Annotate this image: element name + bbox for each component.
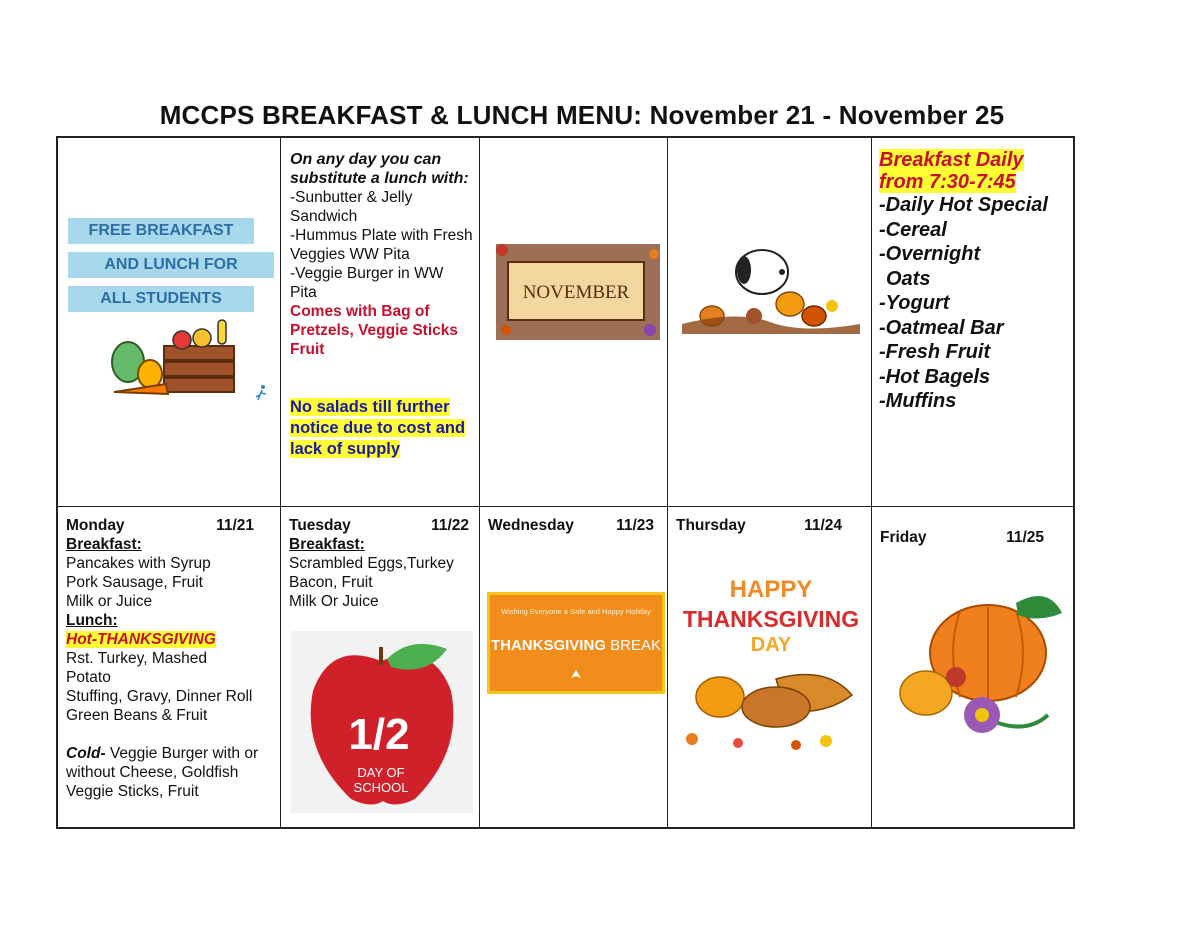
svg-text:THANKSGIVING BREAK [491, 637, 661, 654]
day-date: 11/25 [1006, 529, 1044, 546]
banner-big-text: THANKSGIVING [490, 637, 606, 654]
page-title: MCCPS BREAKFAST & LUNCH MENU: November 21 - November 25 [159, 100, 1005, 130]
free-banner-line-3: ALL STUDENTS [68, 286, 254, 312]
breakfast-daily-item: -Yogurt [879, 292, 950, 314]
day-name: Thursday [676, 517, 746, 534]
menu-line: Green Beans & Fruit [66, 707, 208, 724]
substitute-intro: On any day you can substitute a lunch with: [290, 151, 469, 187]
free-meals-cell [58, 138, 281, 507]
cold-text: Veggie Burger with or without Cheese, Goldfish Veggie Sticks, Fruit [66, 745, 259, 800]
pumpkin-flowers-image [898, 583, 1064, 749]
breakfast-daily-heading: Breakfast Daily [879, 149, 1024, 171]
wednesday-cell [480, 507, 668, 827]
day-name: Tuesday [289, 517, 351, 534]
day-name: Wednesday [488, 517, 574, 534]
day-date: 11/24 [804, 517, 842, 534]
substitute-option: -Hummus Plate with Fresh Veggies WW Pita [290, 227, 473, 263]
breakfast-daily-item: -Hot Bagels [879, 365, 991, 388]
day-name: Monday [66, 517, 125, 534]
menu-line: Scrambled Eggs,Turkey Bacon, Fruit [289, 555, 454, 591]
banner-break-text: BREAK [605, 637, 662, 654]
substitute-option: -Sunbutter & Jelly Sandwich [290, 189, 413, 225]
half-day-fraction: 1/2 [348, 710, 410, 759]
breakfast-daily-item: -Cereal [879, 218, 947, 241]
substitute-option: -Veggie Burger in WW Pita [290, 265, 444, 301]
thursday-cell [668, 507, 872, 827]
menu-line: Rst. Turkey, Mashed Potato [66, 650, 207, 686]
no-salads-notice: No salads till further notice due to cost and lack of supply [290, 398, 466, 458]
november-sign-image [494, 238, 662, 344]
breakfast-daily-item: -Daily Hot Special [879, 194, 1048, 216]
half-day-text-2: SCHOOL [353, 780, 409, 795]
day-name: Friday [880, 529, 927, 546]
substitute-cell [281, 138, 480, 507]
friday-cell [872, 507, 1073, 827]
breakfast-daily-cell [872, 138, 1073, 507]
half-day-apple-image [291, 631, 473, 813]
menu-line: Stuffing, Gravy, Dinner Roll [66, 688, 253, 705]
day-date: 11/23 [616, 517, 654, 534]
banner-small-text: Wishing Everyone a Safe and Happy Holiday [501, 607, 651, 616]
monday-cell [58, 507, 281, 827]
happy-text: HAPPY [729, 576, 813, 603]
substitute-comes-with: Comes with Bag of Pretzels, Veggie Sticks Fruit [290, 303, 459, 358]
happy-thanksgiving-image [676, 569, 866, 759]
lunch-hot-label: Hot-THANKSGIVING [66, 631, 216, 648]
lunch-label: Lunch: [66, 612, 118, 629]
breakfast-daily-item: -Overnight [879, 243, 981, 265]
half-day-text-1: DAY OF [357, 765, 405, 780]
snoopy-pumpkins-image [678, 246, 864, 346]
breakfast-daily-time: from 7:30-7:45 [879, 171, 1016, 193]
thanksgiving-break-banner [487, 592, 665, 694]
breakfast-daily-item: -Fresh Fruit [879, 341, 991, 363]
day-text: DAY [750, 634, 792, 656]
snoopy-cell [668, 138, 872, 507]
free-banner-line-2: AND LUNCH FOR [68, 252, 274, 278]
menu-line: Pancakes with Syrup [66, 555, 211, 572]
produce-crate-icon [106, 316, 246, 398]
day-date: 11/21 [216, 517, 254, 534]
breakfast-daily-item: -Oatmeal Bar [879, 316, 1004, 339]
breakfast-label: Breakfast: [289, 536, 365, 553]
breakfast-daily-item: Oats [886, 267, 931, 290]
breakfast-daily-item: -Muffins [879, 390, 957, 412]
menu-line: Milk or Juice [66, 593, 153, 610]
november-cell [480, 138, 668, 507]
person-icon [254, 384, 268, 402]
menu-line: Milk Or Juice [289, 593, 379, 610]
menu-grid [56, 136, 1075, 829]
cold-label: Cold- [66, 745, 106, 762]
day-date: 11/22 [431, 517, 469, 534]
tuesday-cell [281, 507, 480, 827]
thanksgiving-text: THANKSGIVING [682, 606, 860, 632]
breakfast-label: Breakfast: [66, 536, 142, 553]
menu-line: Pork Sausage, Fruit [66, 574, 203, 591]
free-banner-line-1: FREE BREAKFAST [68, 218, 254, 244]
november-label: NOVEMBER [522, 282, 630, 303]
